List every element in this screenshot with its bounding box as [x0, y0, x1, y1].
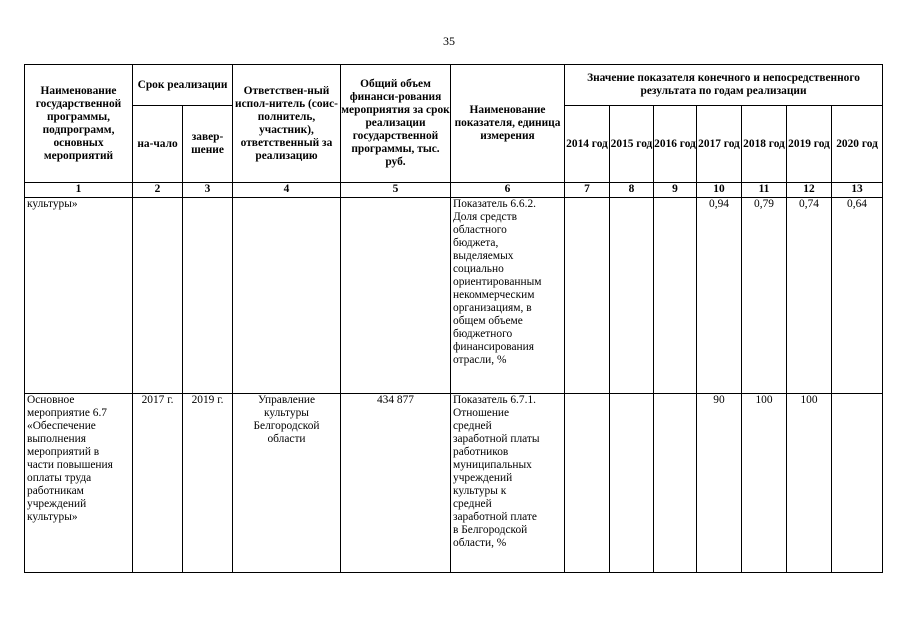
column-number: 13: [832, 183, 883, 198]
value-2017: 0,94: [697, 198, 742, 394]
term-start-cell: 2017 г.: [133, 394, 183, 573]
table-row: [25, 198, 883, 394]
header-year-2018: 2018 год: [742, 106, 787, 183]
program-name-line: культуры»: [27, 198, 78, 210]
indicator-line: в Белгородской: [453, 524, 528, 536]
program-name-line: «Обеспечение: [27, 420, 96, 432]
responsible-line: Управление: [257, 394, 316, 406]
term-start-cell: [133, 198, 183, 394]
program-table: [24, 64, 883, 573]
value-2018: 0,79: [742, 198, 787, 394]
value-2014: [565, 394, 610, 573]
term-end-cell: [183, 198, 233, 394]
value-2015: [610, 198, 654, 394]
header-responsible: Ответствен-ный испол-нитель (соис-полнитель, участник), ответственный за реализацию: [233, 65, 341, 183]
indicator-line: Отношение: [453, 407, 510, 419]
header-term: Срок реализации: [133, 65, 233, 106]
column-number: 2: [133, 183, 183, 198]
column-number: 7: [565, 183, 610, 198]
program-name-line: оплаты труда: [27, 472, 92, 484]
column-number: 10: [697, 183, 742, 198]
header-year-2016: 2016 год: [654, 106, 697, 183]
value-2016: [654, 198, 697, 394]
responsible-cell: [233, 394, 341, 573]
indicator-line: учреждений: [453, 472, 513, 484]
indicator-line: Показатель 6.6.2.: [453, 198, 536, 210]
value-2020: 0,64: [832, 198, 883, 394]
header-year-2015: 2015 год: [610, 106, 654, 183]
column-number: 5: [341, 183, 451, 198]
header-volume: Общий объем финанси-рования мероприятия за срок реализации государственной программы, тыс. руб.: [341, 65, 451, 183]
program-name-cell: [25, 198, 133, 394]
header-year-2020: 2020 год: [832, 106, 883, 183]
volume-cell: 434 877: [341, 394, 451, 573]
column-number: 11: [742, 183, 787, 198]
indicator-line: отрасли, %: [453, 354, 507, 366]
indicator-line: муниципальных: [453, 459, 532, 471]
value-2018: 100: [742, 394, 787, 573]
column-number: 12: [787, 183, 832, 198]
column-number: 6: [451, 183, 565, 198]
indicator-line: ориентированным: [453, 276, 542, 288]
program-name-cell: [25, 394, 133, 573]
value-2019: 0,74: [787, 198, 832, 394]
indicator-line: заработной платы: [453, 433, 540, 445]
indicator-line: работников: [453, 446, 509, 458]
program-name-line: части повышения: [27, 459, 113, 471]
indicator-line: некоммерческим: [453, 289, 535, 301]
column-number-row: [25, 183, 883, 198]
table-row: [25, 394, 883, 573]
indicator-line: областного: [453, 224, 507, 236]
indicator-line: Доля средств: [453, 211, 517, 223]
value-2016: [654, 394, 697, 573]
indicator-line: общем объеме: [453, 315, 523, 327]
program-name-line: Основное: [27, 394, 75, 406]
program-name-line: выполнения: [27, 433, 86, 445]
program-name-line: мероприятий в: [27, 446, 100, 458]
page-number: 35: [443, 34, 455, 48]
column-number: 8: [610, 183, 654, 198]
header-values-group: Значение показателя конечного и непосредственного результата по годам реализации: [565, 65, 883, 106]
indicator-cell: [451, 394, 565, 573]
indicator-line: бюджета,: [453, 237, 499, 249]
column-number: 4: [233, 183, 341, 198]
header-term-start: на-чало: [133, 106, 183, 183]
column-number: 3: [183, 183, 233, 198]
indicator-line: социально: [453, 263, 504, 275]
column-number: 9: [654, 183, 697, 198]
program-name-line: учреждений: [27, 498, 87, 510]
program-name-line: работникам: [27, 485, 84, 497]
header-year-2014: 2014 год: [565, 106, 610, 183]
header-indicator: Наименование показателя, единица измерения: [451, 65, 565, 183]
program-name-line: мероприятие 6.7: [27, 407, 107, 419]
indicator-line: средней: [453, 498, 492, 510]
header-program-name: Наименование государственной программы, подпрограмм, основных мероприятий: [25, 65, 133, 183]
term-end-cell: 2019 г.: [183, 394, 233, 573]
indicator-line: организациям, в: [453, 302, 532, 314]
indicator-line: финансирования: [453, 341, 534, 353]
responsible-line: области: [267, 433, 306, 445]
value-2017: 90: [697, 394, 742, 573]
indicator-line: культуры к: [453, 485, 507, 497]
header-year-2017: 2017 год: [697, 106, 742, 183]
header-year-2019: 2019 год: [787, 106, 832, 183]
column-number: 1: [25, 183, 133, 198]
indicator-line: области, %: [453, 537, 507, 549]
indicator-line: Показатель 6.7.1.: [453, 394, 536, 406]
indicator-line: бюджетного: [453, 328, 513, 340]
indicator-line: выделяемых: [453, 250, 514, 262]
value-2015: [610, 394, 654, 573]
indicator-line: средней: [453, 420, 492, 432]
value-2014: [565, 198, 610, 394]
program-name-line: культуры»: [27, 511, 78, 523]
value-2019: 100: [787, 394, 832, 573]
indicator-cell: [451, 198, 565, 394]
header-term-end: завер-шение: [183, 106, 233, 183]
volume-cell: [341, 198, 451, 394]
responsible-cell: [233, 198, 341, 394]
responsible-line: Белгородской: [253, 420, 320, 432]
value-2020: [832, 394, 883, 573]
responsible-line: культуры: [264, 407, 309, 419]
indicator-line: заработной плате: [453, 511, 537, 523]
